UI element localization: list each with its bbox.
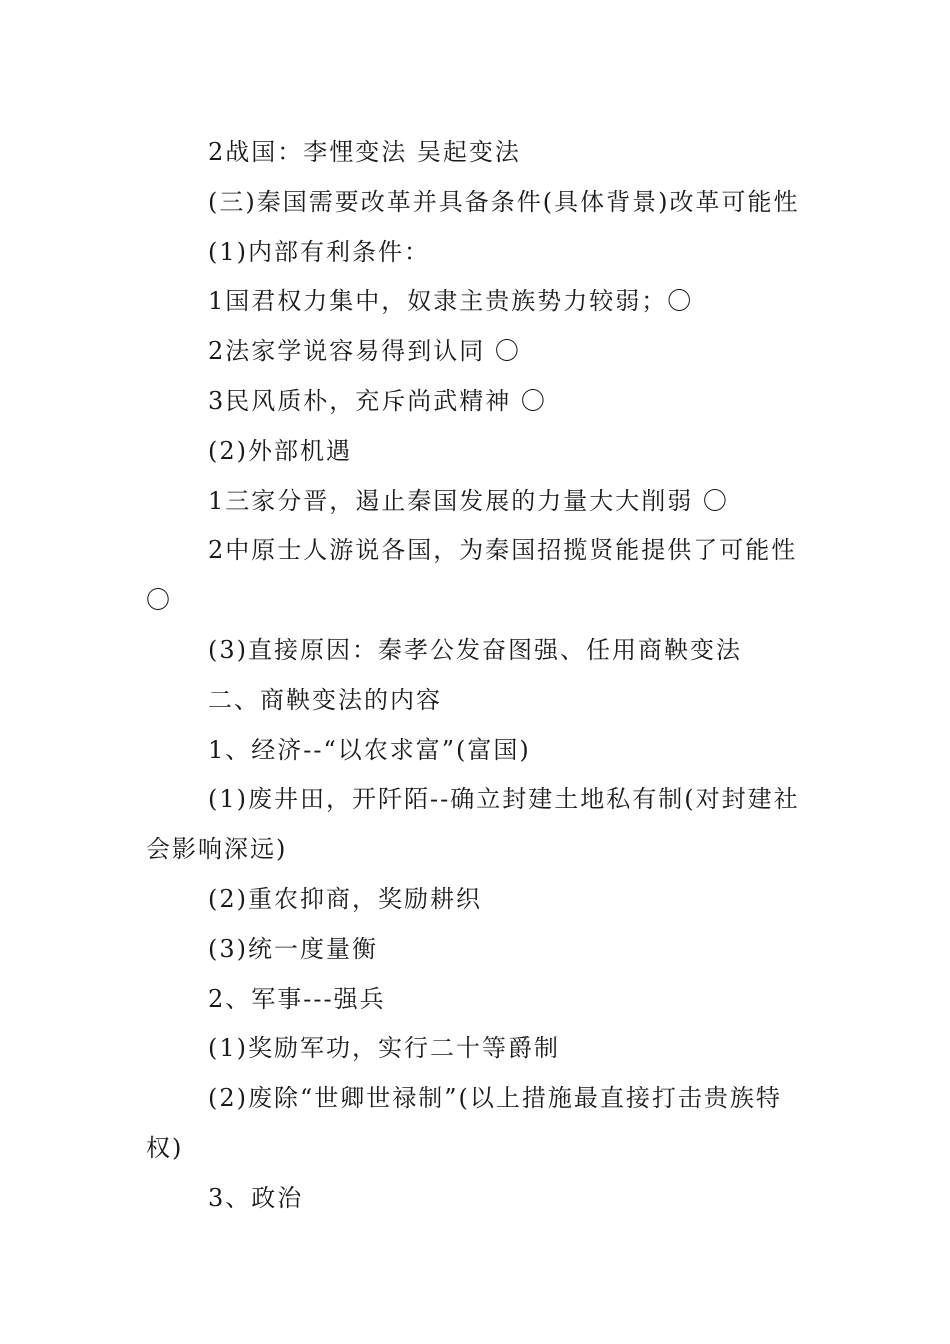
paragraph-military: 2、军事---强兵 [208, 984, 386, 1013]
paragraph-qin-background: (三)秦国需要改革并具备条件(具体背景)改革可能性 [208, 187, 800, 216]
paragraph-military-1: (1)奖励军功，实行二十等爵制 [208, 1034, 560, 1063]
document-body [146, 128, 808, 1224]
paragraph-politics: 3、政治 [208, 1183, 304, 1212]
paragraph-economy-2: (2)重农抑商，奖励耕织 [208, 884, 482, 913]
paragraph-internal-3: 3民风质朴，充斥尚武精神 〇 [208, 386, 547, 415]
paragraph-economy: 1、经济--“以农求富”(富国) [208, 735, 531, 764]
paragraph-warring-states: 2战国：李悝变法 吴起变法 [208, 138, 521, 166]
paragraph-internal-1: 1国君权力集中，奴隶主贵族势力较弱；〇 [208, 287, 694, 316]
paragraph-direct-cause: (3)直接原因：秦孝公发奋图强、任用商鞅变法 [208, 635, 742, 664]
paragraph-internal-2: 2法家学说容易得到认同 〇 [208, 337, 521, 366]
paragraph-external-1: 1三家分晋，遏止秦国发展的力量大大削弱 〇 [208, 486, 729, 515]
section-heading-reform-content: 二、商鞅变法的内容 [208, 685, 442, 714]
paragraph-economy-3: (3)统一度量衡 [208, 934, 378, 963]
paragraph-internal-conditions: (1)内部有利条件： [208, 237, 430, 266]
paragraph-economy-1: (1)废井田，开阡陌--确立封建土地私有制(对封建社会影响深远) [146, 785, 800, 864]
paragraph-external-2: 2中原士人游说各国，为秦国招揽贤能提供了可能性〇 [146, 536, 798, 615]
paragraph-external-opportunity: (2)外部机遇 [208, 436, 352, 465]
paragraph-military-2: (2)废除“世卿世禄制”(以上措施最直接打击贵族特权) [146, 1084, 782, 1162]
